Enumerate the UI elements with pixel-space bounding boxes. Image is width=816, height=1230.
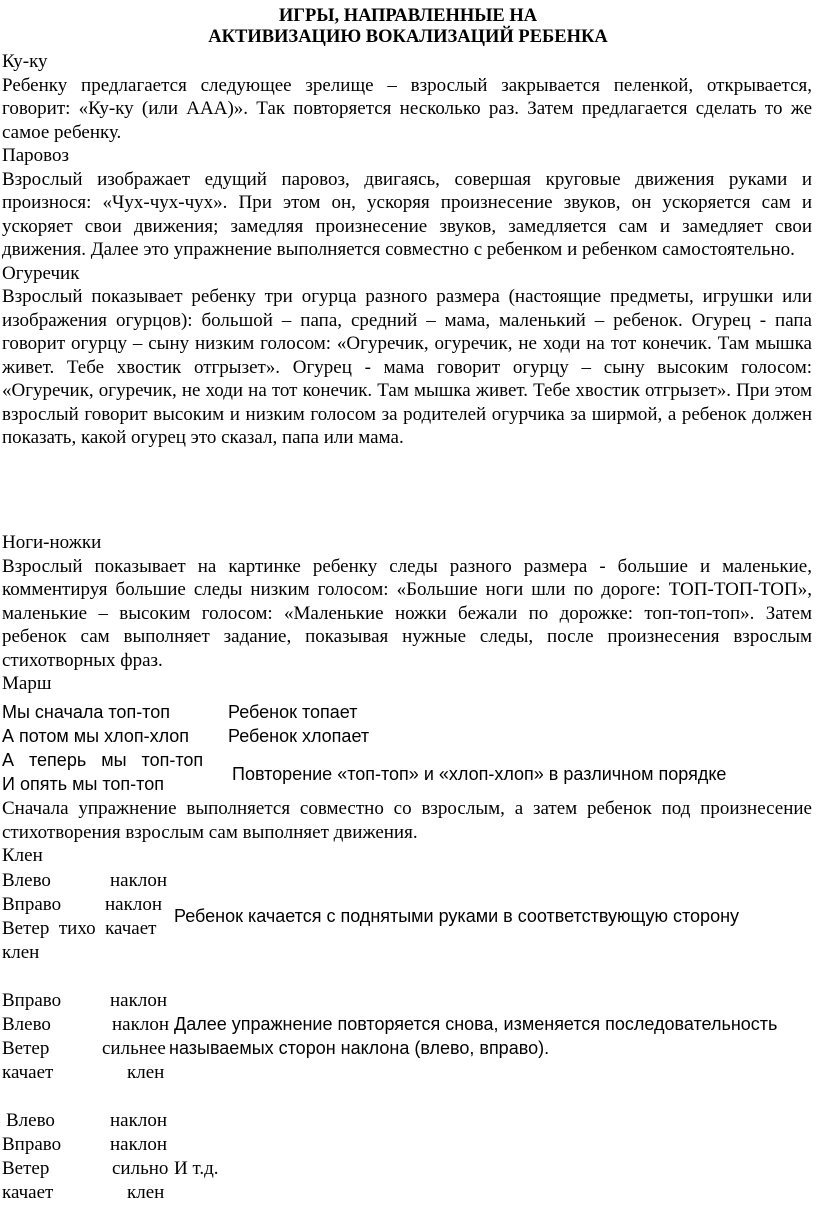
klen-v1-word-1: Влево — [2, 870, 51, 891]
game-heading-ogurechik: Огуречик — [2, 262, 80, 284]
klen-v3-word-6: сильно — [112, 1158, 169, 1179]
marsh-line-4: И опять мы топ-топ — [2, 774, 164, 794]
game-text-ogurechik: Взрослый показывает ребенку три огурца разного размера (настоящие предметы, игрушки или изображения огурцов): большой – папа, средний – мама, маленький – ребенок. Огурец - папа говорит огурцу – сыну низким голосом: «Огуречик, огуречик, не ходи на тот конечик. Там мышка живет. Тебе хвостик отгрызет». Огурец - мама говорит огурцу – сыну высоким голосом: «Огуречик, огуречик, не ходи на тот конечик. Там мышка живет. Тебе хвостик отгрызет». При этом взрослый говорит высоким и низким голосом за родителей огурчика за ширмой, а ребенок должен показать, какой огурец это сказал, папа или мама. — [2, 286, 812, 448]
game-text-parovoz: Взрослый изображает едущий паровоз, двигаясь, совершая круговые движения руками и произнося: «Чух-чух-чух». При этом он, ускоряя произнесение звуков, он ускоряется сам и ускоряет свои движения; замедляя произнесение звуков, замедляется сам и замедляет свои движения. Далее это упражнение выполняется совместно с ребенком и ребенком самостоятельно. — [2, 168, 812, 260]
klen-v2-word-3: Влево — [2, 1014, 51, 1035]
klen-v1-word-2: наклон — [110, 870, 167, 891]
klen-v2-word-1: Вправо — [2, 990, 62, 1011]
marsh-line-2: А потом мы хлоп-хлоп — [2, 726, 190, 746]
games-section-marsh-klen — [2, 797, 812, 868]
klen-v2-word-2: наклон — [110, 990, 167, 1011]
klen-v1-word-5: Ветер тихо качает — [2, 918, 157, 939]
game-text-marsh: Сначала упражнение выполняется совместно со взрослым, а затем ребенок под произнесение стихотворения взрослым сам выполняет движения. — [2, 798, 812, 843]
game-heading-kuku: Ку-ку — [2, 51, 48, 72]
klen-v3-word-7: качает — [2, 1182, 54, 1203]
game-text-kuku: Ребенку предлагается следующее зрелище – взрослый закрывается пеленкой, открывается, говорит: «Ку-ку (или ААА)». Так повторяется несколько раз. Затем предлагается сделать то же самое ребенку. — [2, 74, 812, 143]
klen-note-3: И т.д. — [174, 1158, 219, 1179]
klen-v2-word-5: Ветер — [2, 1038, 50, 1059]
games-section-top — [2, 50, 812, 450]
klen-v3-word-8: клен — [127, 1182, 165, 1203]
klen-note-2-line-1: Далее упражнение повторяется снова, изменяется последовательность — [174, 1014, 778, 1034]
klen-v3-word-5: Ветер — [2, 1158, 50, 1179]
klen-v3-word-3: Вправо — [2, 1134, 62, 1155]
game-heading-marsh: Марш — [2, 673, 52, 694]
game-heading-klen: Клен — [2, 845, 43, 866]
marsh-note-2: Ребенок хлопает — [228, 726, 370, 746]
game-heading-parovoz: Паровоз — [2, 145, 70, 166]
klen-v3-word-1: Влево — [6, 1110, 55, 1131]
klen-v3-word-2: наклон — [110, 1110, 167, 1131]
games-section-nogi — [2, 531, 812, 696]
klen-note-2-line-2: называемых сторон наклона (влево, вправо). — [169, 1038, 550, 1058]
klen-v2-word-4: наклон — [112, 1014, 169, 1035]
klen-v2-word-6: сильнее — [102, 1038, 166, 1059]
marsh-note-1: Ребенок топает — [228, 702, 358, 722]
game-text-nogi: Взрослый показывает на картинке ребенку следы разного размера - большие и маленькие, комментируя большие следы низким голосом: «Большие ноги шли по дороге: ТОП-ТОП-ТОП», маленькие – высоким голосом: «Маленькие ножки бежали по дорожке: топ-топ-топ». Затем ребенок сам выполняет задание, показывая нужные следы, после произнесения взрослым стихотворных фраз. — [2, 555, 812, 671]
klen-v3-word-4: наклон — [110, 1134, 167, 1155]
game-heading-nogi: Ноги-ножки — [2, 532, 102, 553]
marsh-line-1: Мы сначала топ-топ — [2, 702, 170, 722]
title-line-1: ИГРЫ, НАПРАВЛЕННЫЕ НА — [278, 6, 538, 26]
title-line-2: АКТИВИЗАЦИЮ ВОКАЛИЗАЦИЙ РЕБЕНКА — [208, 27, 608, 47]
klen-v1-word-4: наклон — [105, 894, 162, 915]
klen-v1-word-3: Вправо — [2, 894, 62, 915]
document-title — [0, 6, 816, 48]
klen-v1-word-6: клен — [2, 942, 40, 963]
klen-note-1: Ребенок качается с поднятыми руками в соответствующую сторону — [174, 906, 740, 926]
klen-v2-word-7: качает — [2, 1062, 54, 1083]
klen-v2-word-8: клен — [127, 1062, 165, 1083]
marsh-note-3: Повторение «топ-топ» и «хлоп-хлоп» в различном порядке — [232, 764, 727, 784]
marsh-line-3: А теперь мы топ-топ — [2, 750, 204, 770]
